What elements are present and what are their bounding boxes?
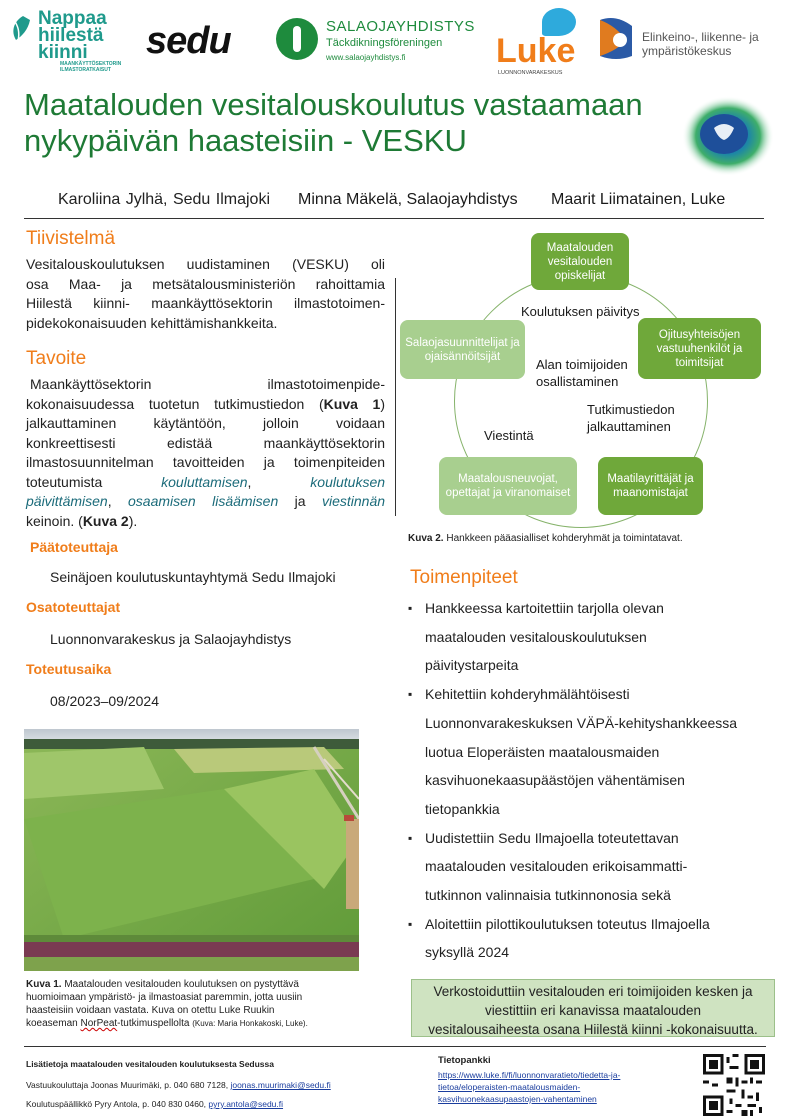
footer-contact-1: Vastuukouluttaja Joonas Muurimäki, p. 040 680 7128, joonas.muurimaki@sedu.fi — [26, 1080, 331, 1090]
email-link-muurimaki[interactable]: joonas.muurimaki@sedu.fi — [230, 1080, 331, 1090]
tavoite-line7: päivittämisen, osaamisen lisäämisen ja viestinnän — [26, 493, 386, 509]
tavoite-line1: Maankäyttösektorin ilmastotoimenpide- — [30, 376, 385, 392]
callout-line3: vesitalousaiheesta osana Hiilestä kiinni -kokonaisuutta. — [428, 1022, 758, 1037]
column-divider — [395, 278, 396, 516]
toimenpiteet-list — [408, 594, 770, 967]
tiivistelma-line1: Vesitalouskoulutuksen uudistaminen (VESKU) oli — [26, 256, 385, 272]
osatoteuttajat-heading: Osatoteuttajat — [26, 599, 121, 615]
label-tutk-line2: jalkauttaminen — [587, 419, 671, 434]
paatoteuttaja-heading: Päätoteuttaja — [30, 539, 118, 555]
label-viestinta: Viestintä — [484, 428, 534, 443]
nappaa-sub2: ILMASTORATKAISUT — [60, 67, 111, 73]
salaojayhdistys-url: www.salaojayhdistys.fi — [326, 53, 406, 62]
qr-code-icon[interactable] — [703, 1054, 765, 1116]
label-alan-line1: Alan toimijoiden — [536, 357, 628, 372]
toteutusaika-heading: Toteutusaika — [26, 661, 112, 677]
luke-logo — [496, 8, 586, 78]
ely-line2: ympäristökeskus — [642, 44, 732, 58]
salaojayhdistys-logo — [276, 16, 486, 66]
figure1-caption — [26, 978, 386, 1030]
paatoteuttaja-value: Seinäjoen koulutuskuntayhtymä Sedu Ilmajoki — [50, 569, 336, 585]
luke-sub: LUONNONVARAKESKUS — [498, 70, 563, 76]
tiivistelma-line3: Hiilestä kiinni- maankäyttösektorin ilmastotoimen- — [26, 295, 385, 311]
node-neuvojat: Maatalousneuvojat, opettajat ja viranomaiset — [439, 457, 577, 515]
luke-word: Luke — [496, 32, 576, 70]
leaf-icon — [8, 14, 38, 44]
author-1: Karoliina Jylhä, Sedu Ilmajoki — [58, 191, 270, 208]
label-alan-line2: osallistaminen — [536, 374, 619, 389]
sedu-logo: sedu — [146, 20, 231, 62]
toimenpiteet-heading: Toimenpiteet — [410, 567, 518, 588]
osatoteuttajat-value: Luonnonvarakeskus ja Salaojayhdistys — [50, 631, 292, 647]
figure1-caption-line1: Kuva 1. Maatalouden vesitalouden koulutuksen on pystyttävä — [26, 979, 299, 990]
list-item: ▪ Hankkeessa kartoitettiin tarjolla olevan maatalouden vesitalouskoulutuksen päivitystarpeita — [408, 594, 770, 680]
salaojayhdistys-mark-icon — [276, 18, 318, 60]
node-maatilayrittajat: Maatilayrittäjät ja maanomistajat — [598, 457, 703, 515]
nappaa-line2: hiilestä — [38, 25, 104, 46]
node-suunnittelijat: Salaojasuunnittelijat ja ojaisännöitsijät — [400, 320, 525, 379]
label-tutk-line1: Tutkimustiedon — [587, 402, 675, 417]
tiivistelma-line2: osa Maa- ja metsätalousministeriön rahoittamia — [26, 275, 385, 292]
list-item: ▪ Aloitettiin pilottikoulutuksen toteutus Ilmajoella syksyllä 2024 — [408, 910, 770, 967]
tietopankki-heading: Tietopankki — [438, 1055, 491, 1066]
tavoite-line6: toteutumista kouluttamisen, koulutuksen — [26, 473, 386, 490]
author-3: Maarit Liimatainen, Luke — [551, 191, 726, 208]
tavoite-text — [26, 375, 385, 531]
nappaa-hiilesta-kiinni-logo — [8, 10, 138, 80]
ely-name — [642, 30, 759, 58]
field-aerial-photo — [24, 729, 359, 971]
ely-mark-icon — [596, 16, 636, 62]
footer-heading: Lisätietoja maatalouden vesitalouden koulutuksesta Sedussa — [26, 1059, 274, 1069]
tavoite-heading: Tavoite — [26, 348, 87, 369]
tavoite-line8: keinoin. (Kuva 2). — [26, 512, 138, 529]
node-opiskelijat: Maatalouden vesitalouden opiskelijat — [531, 233, 629, 290]
verkostoituminen-callout — [411, 979, 775, 1037]
footer-contact-2: Koulutuspäällikkö Pyry Antola, p. 040 830 0460, pyry.antola@sedu.fi — [26, 1099, 284, 1109]
poster-title — [24, 87, 674, 159]
label-alan-toimijoiden — [536, 356, 628, 390]
ely-keskus-logo — [596, 16, 786, 66]
label-tutkimustiedon — [587, 401, 675, 435]
node-ojitusyhteisot: Ojitusyhteisöjen vastuuhenkilöt ja toimitsijat — [638, 318, 761, 379]
tiivistelma-heading: Tiivistelmä — [26, 228, 116, 249]
nappaa-line1: Nappaa — [38, 8, 107, 29]
list-item: ▪ Uudistettiin Sedu Ilmajoella toteutettavan maatalouden vesitalouden erikoisammatti- tutkinnon valinnaisia tutkinnonosia sekä — [408, 824, 770, 910]
tietopankki-link[interactable]: https://www.luke.fi/fi/luonnonvaratieto/tiedetta-ja- tietoa/eloperaisten-maatalousmaiden- kasvihuonekaasupaastojen-vahentaminen — [438, 1070, 621, 1104]
label-koulutuksen-paivitys: Koulutuksen päivitys — [521, 304, 640, 319]
callout-line1: Verkostoiduttiin vesitalouden eri toimijoiden kesken ja — [433, 984, 753, 999]
nappaa-sub1: MAANKÄYTTÖSEKTORIN — [60, 61, 122, 67]
salaojayhdistys-name: SALAOJAYHDISTYS — [326, 18, 475, 35]
footer-divider — [24, 1046, 766, 1047]
title-line2: nykypäivän haasteisiin - VESKU — [24, 123, 467, 158]
header-divider — [24, 218, 764, 219]
tavoite-line3: jalkauttaminen käytäntöön, jolloin voidaan — [26, 415, 385, 431]
title-line1: Maatalouden vesitalouskoulutus vastaamaan — [24, 87, 643, 122]
salaojayhdistys-sub: Täckdikningsföreningen — [326, 37, 443, 49]
figure2-caption: Kuva 2. Hankkeen pääasialliset kohderyhmät ja toimintatavat. — [408, 533, 683, 544]
ely-line1: Elinkeino-, liikenne- ja — [642, 30, 759, 44]
figure1-caption-line3: haasteisiin voidaan vastata. Kuva on otettu Luke Ruukin — [26, 1005, 275, 1016]
nappaa-line3: kiinni — [38, 42, 88, 63]
toteutusaika-value: 08/2023–09/2024 — [50, 693, 159, 709]
tavoite-line2: kokonaisuudessa tuotetun tutkimustiedon (Kuva 1) — [26, 395, 385, 412]
list-item: ▪ Kehitettiin kohderyhmälähtöisesti Luonnonvarakeskuksen VÄPÄ-kehityshankkeessa luotua Eloperäisten maatalousmaiden kasvihuonekaasupäästöjen vähentämisen tietopankkia — [408, 680, 770, 824]
figure1-caption-line2: huomioimaan ympäristö- ja ilmastoasiat paremmin, jotta uusiin — [26, 992, 303, 1003]
tiivistelma-line4: pidekokonaisuuden kehittämishankkeita. — [26, 314, 278, 331]
tavoite-line5: ilmastosuunnitelman tavoitteiden ja toimenpiteiden — [26, 454, 385, 470]
callout-line2: viestittiin eri kanavissa maatalouden — [484, 1003, 702, 1018]
author-2: Minna Mäkelä, Salaojayhdistys — [298, 191, 518, 208]
tavoite-line4: konkreettisesti edistää maankäyttösektorin — [26, 434, 385, 451]
tiivistelma-text — [26, 255, 385, 333]
email-link-antola[interactable]: pyry.antola@sedu.fi — [208, 1099, 284, 1109]
finland-lion-emblem-icon — [678, 90, 774, 182]
figure1-caption-line4: koeaseman NorPeat-tutkimuspellolta (Kuva: Maria Honkakoski, Luke). — [26, 1018, 308, 1029]
